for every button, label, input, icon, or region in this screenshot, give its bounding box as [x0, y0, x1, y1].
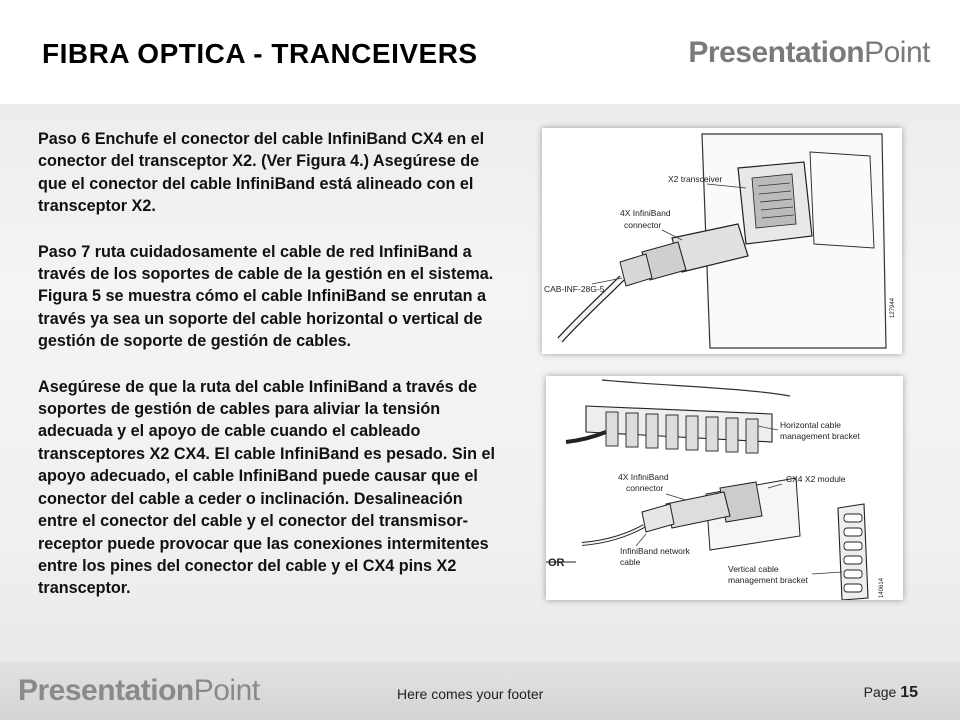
figure-cable-management-drawing — [546, 376, 903, 600]
label-cx4-x2-module: CX4 X2 module — [786, 474, 846, 484]
label-connector-2: connector — [626, 483, 664, 493]
label-horizontal-bracket: management bracket — [780, 431, 860, 441]
presentationpoint-logo — [688, 36, 930, 70]
label-or: OR — [548, 557, 565, 569]
presentationpoint-footer-logo — [18, 674, 260, 708]
label-4x-infiniband: 4X InfiniBand — [620, 208, 671, 218]
footer-text: Here comes your footer — [397, 686, 544, 702]
figure-x2-transceiver — [542, 128, 902, 354]
slide-title: FIBRA OPTICA - TRANCEIVERS — [42, 38, 478, 69]
paragraph-step-7: Paso 7 ruta cuidadosamente el cable de red InfiniBand a través de los soportes de cable de la gestión en el sistema. Figura 5 se muestra cómo el cable InfiniBand se enrutan a través ya sea un soporte del cable horizontal o vertical de gestión de soporte de gestión de cables. — [38, 242, 494, 351]
label-vertical-bracket: management bracket — [728, 575, 808, 585]
footer-logo-strong-text: Presentation — [18, 674, 194, 707]
page-number — [864, 684, 918, 702]
logo-light-text: Point — [864, 36, 930, 69]
label-4x-infiniband-2: 4X InfiniBand — [618, 472, 669, 482]
body-text — [38, 128, 500, 623]
label-x2-transceiver: X2 transceiver — [668, 174, 723, 184]
label-cable-part: CAB-INF-28G-5 — [544, 284, 605, 294]
label-infiniband-network: InfiniBand network — [620, 546, 690, 556]
logo-strong-text: Presentation — [688, 36, 865, 69]
figure-cable-management — [546, 376, 903, 600]
figure-id-1: 127944 — [890, 297, 896, 318]
paragraph-cable-support: Asegúrese de que la ruta del cable InfiniBand a través de soportes de gestión de cables para aliviar la tensión adecuada y el apoyo de cable cuando el cableado transceptores X2 CX4. El cable InfiniBand es pesado. Sin el apoyo adecuado, el cable InfiniBand puede causar que el conector del cable a ceder o inclinación. Desalineación entre el conector del cable y el conector del transmisor-receptor puede provocar que las conexiones intermitentes entre los pines del conector del cable y el CX4 pins X2 transceptor. — [38, 377, 495, 598]
page-label: Page — [863, 684, 897, 700]
label-horizontal-cable: Horizontal cable — [780, 420, 841, 430]
paragraph-step-6: Paso 6 Enchufe el conector del cable InfiniBand CX4 en el conector del transceptor X2. (Ver Figura 4.) Asegúrese de que el conector del cable InfiniBand está alineado con el transceptor X2. — [38, 130, 485, 216]
label-connector: connector — [624, 220, 662, 230]
label-network-cable: cable — [620, 557, 641, 567]
page-number-value: 15 — [900, 684, 918, 701]
footer-logo-light-text: Point — [193, 674, 260, 707]
figure-id-2: 140614 — [879, 577, 885, 598]
label-vertical-cable: Vertical cable — [728, 564, 779, 574]
slide-header — [0, 0, 960, 104]
figure-x2-transceiver-drawing — [542, 128, 902, 354]
